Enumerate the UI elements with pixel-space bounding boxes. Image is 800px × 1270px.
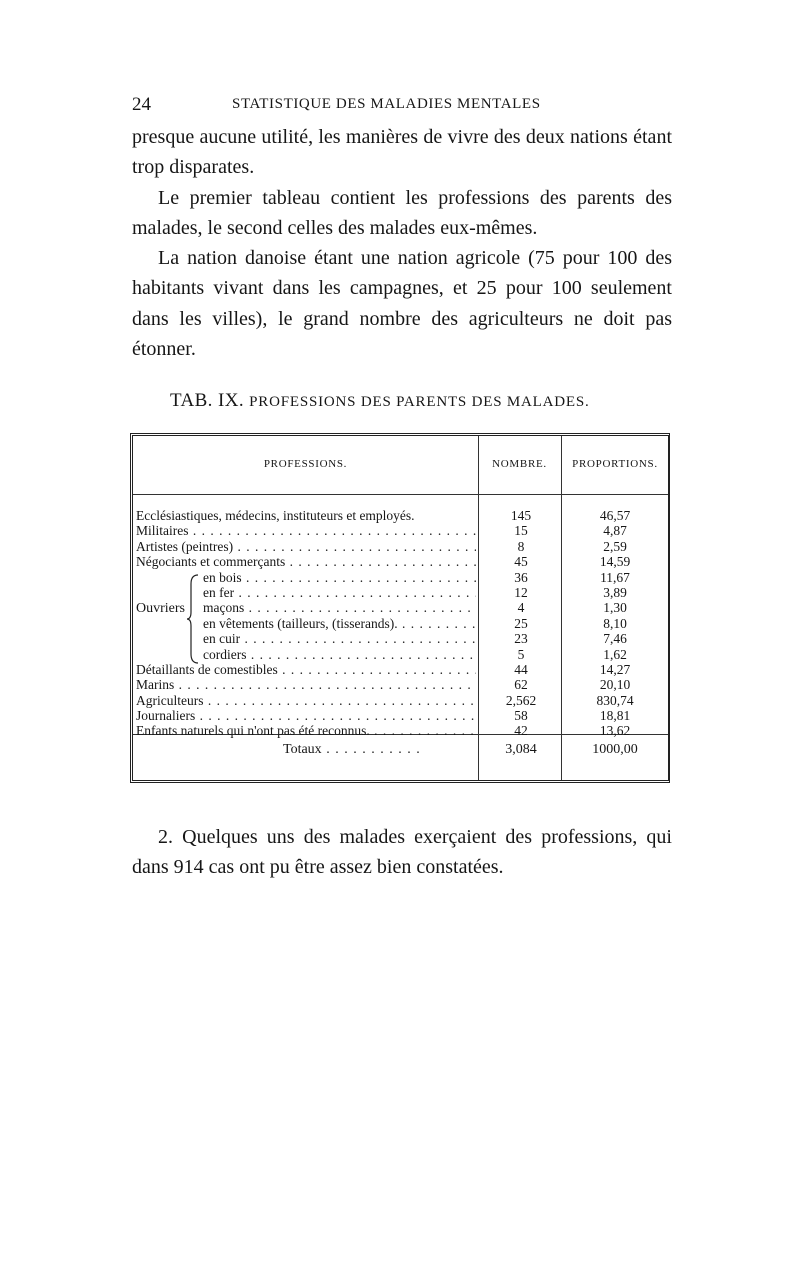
row-proportion: 14,27 <box>599 661 631 677</box>
row-label: Ecclésiastiques, médecins, instituteurs et employés. <box>136 508 415 523</box>
row-nombre: 25 <box>514 615 528 631</box>
body-text-top <box>132 122 672 364</box>
brace-icon <box>187 574 199 664</box>
table-row <box>133 723 668 738</box>
table-body <box>133 508 668 739</box>
table-row <box>133 677 668 692</box>
row-label: cordiers . . . <box>203 647 476 662</box>
row-proportion: 7,46 <box>603 631 627 647</box>
row-label: Agriculteurs . . . <box>136 693 476 708</box>
row-nombre: 5 <box>517 646 525 662</box>
row-label: Marins . . . <box>136 677 476 692</box>
page-header <box>132 94 672 118</box>
row-proportion: 3,89 <box>603 584 627 600</box>
row-label: en cuir . . . <box>203 631 476 646</box>
row-label: en vêtements (tailleurs, (tisserands). . . . <box>203 616 476 631</box>
paragraph: Le premier tableau contient les professions des parents des malades, le second celles des malades eux-mêmes. <box>132 186 672 239</box>
row-label: en fer . . . <box>203 585 476 600</box>
table-row <box>133 600 668 615</box>
row-label: Négociants et commerçants . . . <box>136 554 476 569</box>
row-nombre: 8 <box>517 538 525 554</box>
row-nombre: 42 <box>514 723 528 739</box>
table-row <box>133 616 668 631</box>
table-row <box>133 570 668 585</box>
row-nombre: 58 <box>514 708 528 724</box>
row-proportion: 830,74 <box>596 692 634 708</box>
row-nombre: 62 <box>514 677 528 693</box>
column-header-proportions: PROPORTIONS. <box>572 458 658 470</box>
paragraph: presque aucune utilité, les manières de vivre des deux nations étant trop disparates. <box>132 126 672 179</box>
table-row <box>133 693 668 708</box>
table-row <box>133 708 668 723</box>
page-number: 24 <box>132 94 151 115</box>
row-label: Militaires . . . <box>136 523 476 538</box>
body-text-bottom <box>132 822 672 883</box>
row-label: en bois . . . <box>203 570 476 585</box>
row-label: maçons . . . <box>203 600 476 615</box>
row-proportion: 11,67 <box>600 569 630 585</box>
table-caption-label: TAB. IX. <box>170 390 244 411</box>
paragraph: 2. Quelques uns des malades exerçaient des professions, qui dans 914 cas ont pu être assez bien constatées. <box>132 826 672 879</box>
row-proportion: 2,59 <box>603 538 627 554</box>
row-nombre: 15 <box>514 523 528 539</box>
total-label: Totaux . . . <box>283 742 421 758</box>
ouvriers-group-label: Ouvriers <box>136 601 185 616</box>
row-proportion: 14,59 <box>599 554 631 570</box>
row-nombre: 2,562 <box>505 692 537 708</box>
row-proportion: 13,62 <box>599 723 631 739</box>
paragraph: La nation danoise étant une nation agricole (75 pour 100 des habitants vivant dans les campagnes, et 25 pour 100 seulement dans les villes), le grand nombre des agriculteurs ne doit pas étonner. <box>132 247 672 361</box>
running-title: STATISTIQUE DES MALADIES MENTALES <box>232 96 541 112</box>
row-label: Détaillants de comestibles . . . <box>136 662 476 677</box>
table-row <box>133 585 668 600</box>
row-proportion: 8,10 <box>603 615 627 631</box>
row-proportion: 20,10 <box>599 677 631 693</box>
row-label: Enfants naturels qui n'ont pas été reconnus. . . . <box>136 723 476 738</box>
row-nombre: 23 <box>514 631 528 647</box>
column-header-professions: PROFESSIONS. <box>263 458 348 470</box>
table-row <box>133 539 668 554</box>
total-proportion: 1000,00 <box>592 742 638 757</box>
row-proportion: 1,30 <box>603 600 627 616</box>
table-row <box>133 631 668 646</box>
table-row <box>133 647 668 662</box>
row-nombre: 145 <box>510 508 532 523</box>
total-nombre: 3,084 <box>505 742 537 757</box>
row-nombre: 12 <box>514 584 528 600</box>
table-caption-title: PROFESSIONS DES PARENTS DES MALADES. <box>249 394 590 410</box>
row-proportion: 4,87 <box>603 523 627 539</box>
table-row <box>133 554 668 569</box>
row-label: Journaliers . . . <box>136 708 476 723</box>
table-row <box>133 508 668 523</box>
total-row <box>133 742 668 762</box>
row-proportion: 46,57 <box>599 508 631 523</box>
row-nombre: 45 <box>514 554 528 570</box>
row-nombre: 4 <box>517 600 525 616</box>
table-row <box>133 662 668 677</box>
professions-table <box>130 433 670 783</box>
row-nombre: 44 <box>514 661 528 677</box>
column-header-nombre: NOMBRE. <box>492 458 547 470</box>
row-label: Artistes (peintres) . . . <box>136 539 476 554</box>
row-nombre: 36 <box>514 569 528 585</box>
table-caption <box>170 390 590 412</box>
table-row <box>133 523 668 538</box>
row-proportion: 1,62 <box>603 646 627 662</box>
header-rule <box>133 494 668 495</box>
row-proportion: 18,81 <box>599 708 631 724</box>
